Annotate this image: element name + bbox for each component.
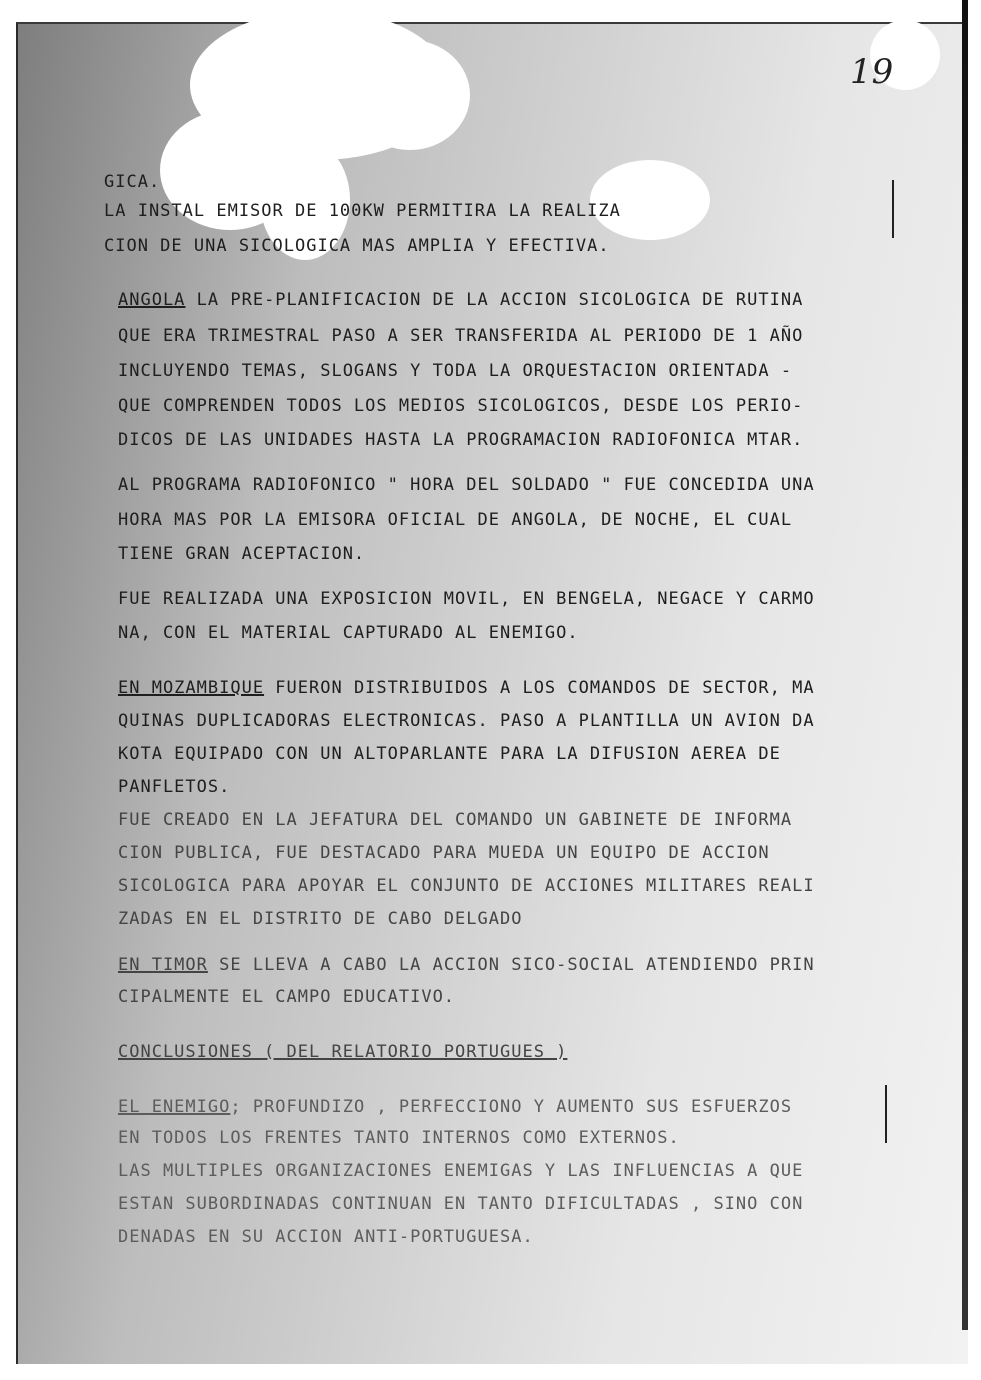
paragraph-mozambique-line: EN MOZAMBIQUE FUERON DISTRIBUIDOS A LOS COMANDOS DE SECTOR, MA — [118, 678, 815, 698]
paragraph-angola-line: ANGOLA LA PRE-PLANIFICACION DE LA ACCION SICOLOGICA DE RUTINA — [118, 290, 804, 310]
paragraph-timor-line: EN TIMOR SE LLEVA A CABO LA ACCION SICO-SOCIAL ATENDIENDO PRIN — [118, 955, 815, 975]
text-line: LA INSTAL EMISOR DE 100KW PERMITIRA LA REALIZA — [104, 201, 621, 221]
text-line: EN TODOS LOS FRENTES TANTO INTERNOS COMO EXTERNOS. — [118, 1128, 680, 1148]
page-number: 19 — [850, 52, 894, 92]
text-line: AL PROGRAMA RADIOFONICO " HORA DEL SOLDADO " FUE CONCEDIDA UNA — [118, 475, 815, 495]
text-line: FUE CREADO EN LA JEFATURA DEL COMANDO UN GABINETE DE INFORMA — [118, 810, 793, 830]
text-line: ESTAN SUBORDINADAS CONTINUAN EN TANTO DIFICULTADAS , SINO CON — [118, 1194, 804, 1214]
section-heading-mozambique: EN MOZAMBIQUE — [118, 678, 265, 698]
text-line: KOTA EQUIPADO CON UN ALTOPARLANTE PARA LA DIFUSION AEREA DE — [118, 744, 781, 764]
section-heading-angola: ANGOLA — [118, 290, 186, 310]
text-line: GICA. — [104, 172, 161, 192]
margin-mark — [892, 180, 894, 238]
text-line: CION PUBLICA, FUE DESTACADO PARA MUEDA UN EQUIPO DE ACCION — [118, 843, 770, 863]
page-edge-shadow — [962, 0, 968, 1330]
section-heading-conclusiones: CONCLUSIONES ( DEL RELATORIO PORTUGUES ) — [118, 1042, 568, 1062]
section-heading-timor: EN TIMOR — [118, 955, 208, 975]
text-line: SICOLOGICA PARA APOYAR EL CONJUNTO DE ACCIONES MILITARES REALI — [118, 876, 815, 896]
text-line: QUINAS DUPLICADORAS ELECTRONICAS. PASO A PLANTILLA UN AVION DA — [118, 711, 815, 731]
text-line: FUE REALIZADA UNA EXPOSICION MOVIL, EN BENGELA, NEGACE Y CARMO — [118, 589, 815, 609]
text-line: LAS MULTIPLES ORGANIZACIONES ENEMIGAS Y LAS INFLUENCIAS A QUE — [118, 1161, 804, 1181]
text-line: PANFLETOS. — [118, 777, 231, 797]
text-line: NA, CON EL MATERIAL CAPTURADO AL ENEMIGO. — [118, 623, 579, 643]
paragraph-enemigo-line: EL ENEMIGO; PROFUNDIZO , PERFECCIONO Y AUMENTO SUS ESFUERZOS — [118, 1097, 793, 1117]
text-line: ZADAS EN EL DISTRITO DE CABO DELGADO — [118, 909, 523, 929]
top-margin — [0, 0, 981, 22]
text-line: QUE ERA TRIMESTRAL PASO A SER TRANSFERIDA AL PERIODO DE 1 AÑO — [118, 326, 804, 346]
text-line: CION DE UNA SICOLOGICA MAS AMPLIA Y EFECTIVA. — [104, 236, 610, 256]
text-line: DICOS DE LAS UNIDADES HASTA LA PROGRAMACION RADIOFONICA MTAR. — [118, 430, 804, 450]
text-line: QUE COMPRENDEN TODOS LOS MEDIOS SICOLOGICOS, DESDE LOS PERIO- — [118, 396, 804, 416]
damage-blot — [350, 40, 470, 150]
text-line: INCLUYENDO TEMAS, SLOGANS Y TODA LA ORQUESTACION ORIENTADA - — [118, 361, 793, 381]
section-heading-enemigo: EL ENEMIGO — [118, 1097, 231, 1117]
text-line: CIPALMENTE EL CAMPO EDUCATIVO. — [118, 987, 456, 1007]
text-line: HORA MAS POR LA EMISORA OFICIAL DE ANGOLA, DE NOCHE, EL CUAL — [118, 510, 793, 530]
text-line: DENADAS EN SU ACCION ANTI-PORTUGUESA. — [118, 1227, 534, 1247]
text-line: TIENE GRAN ACEPTACION. — [118, 544, 366, 564]
